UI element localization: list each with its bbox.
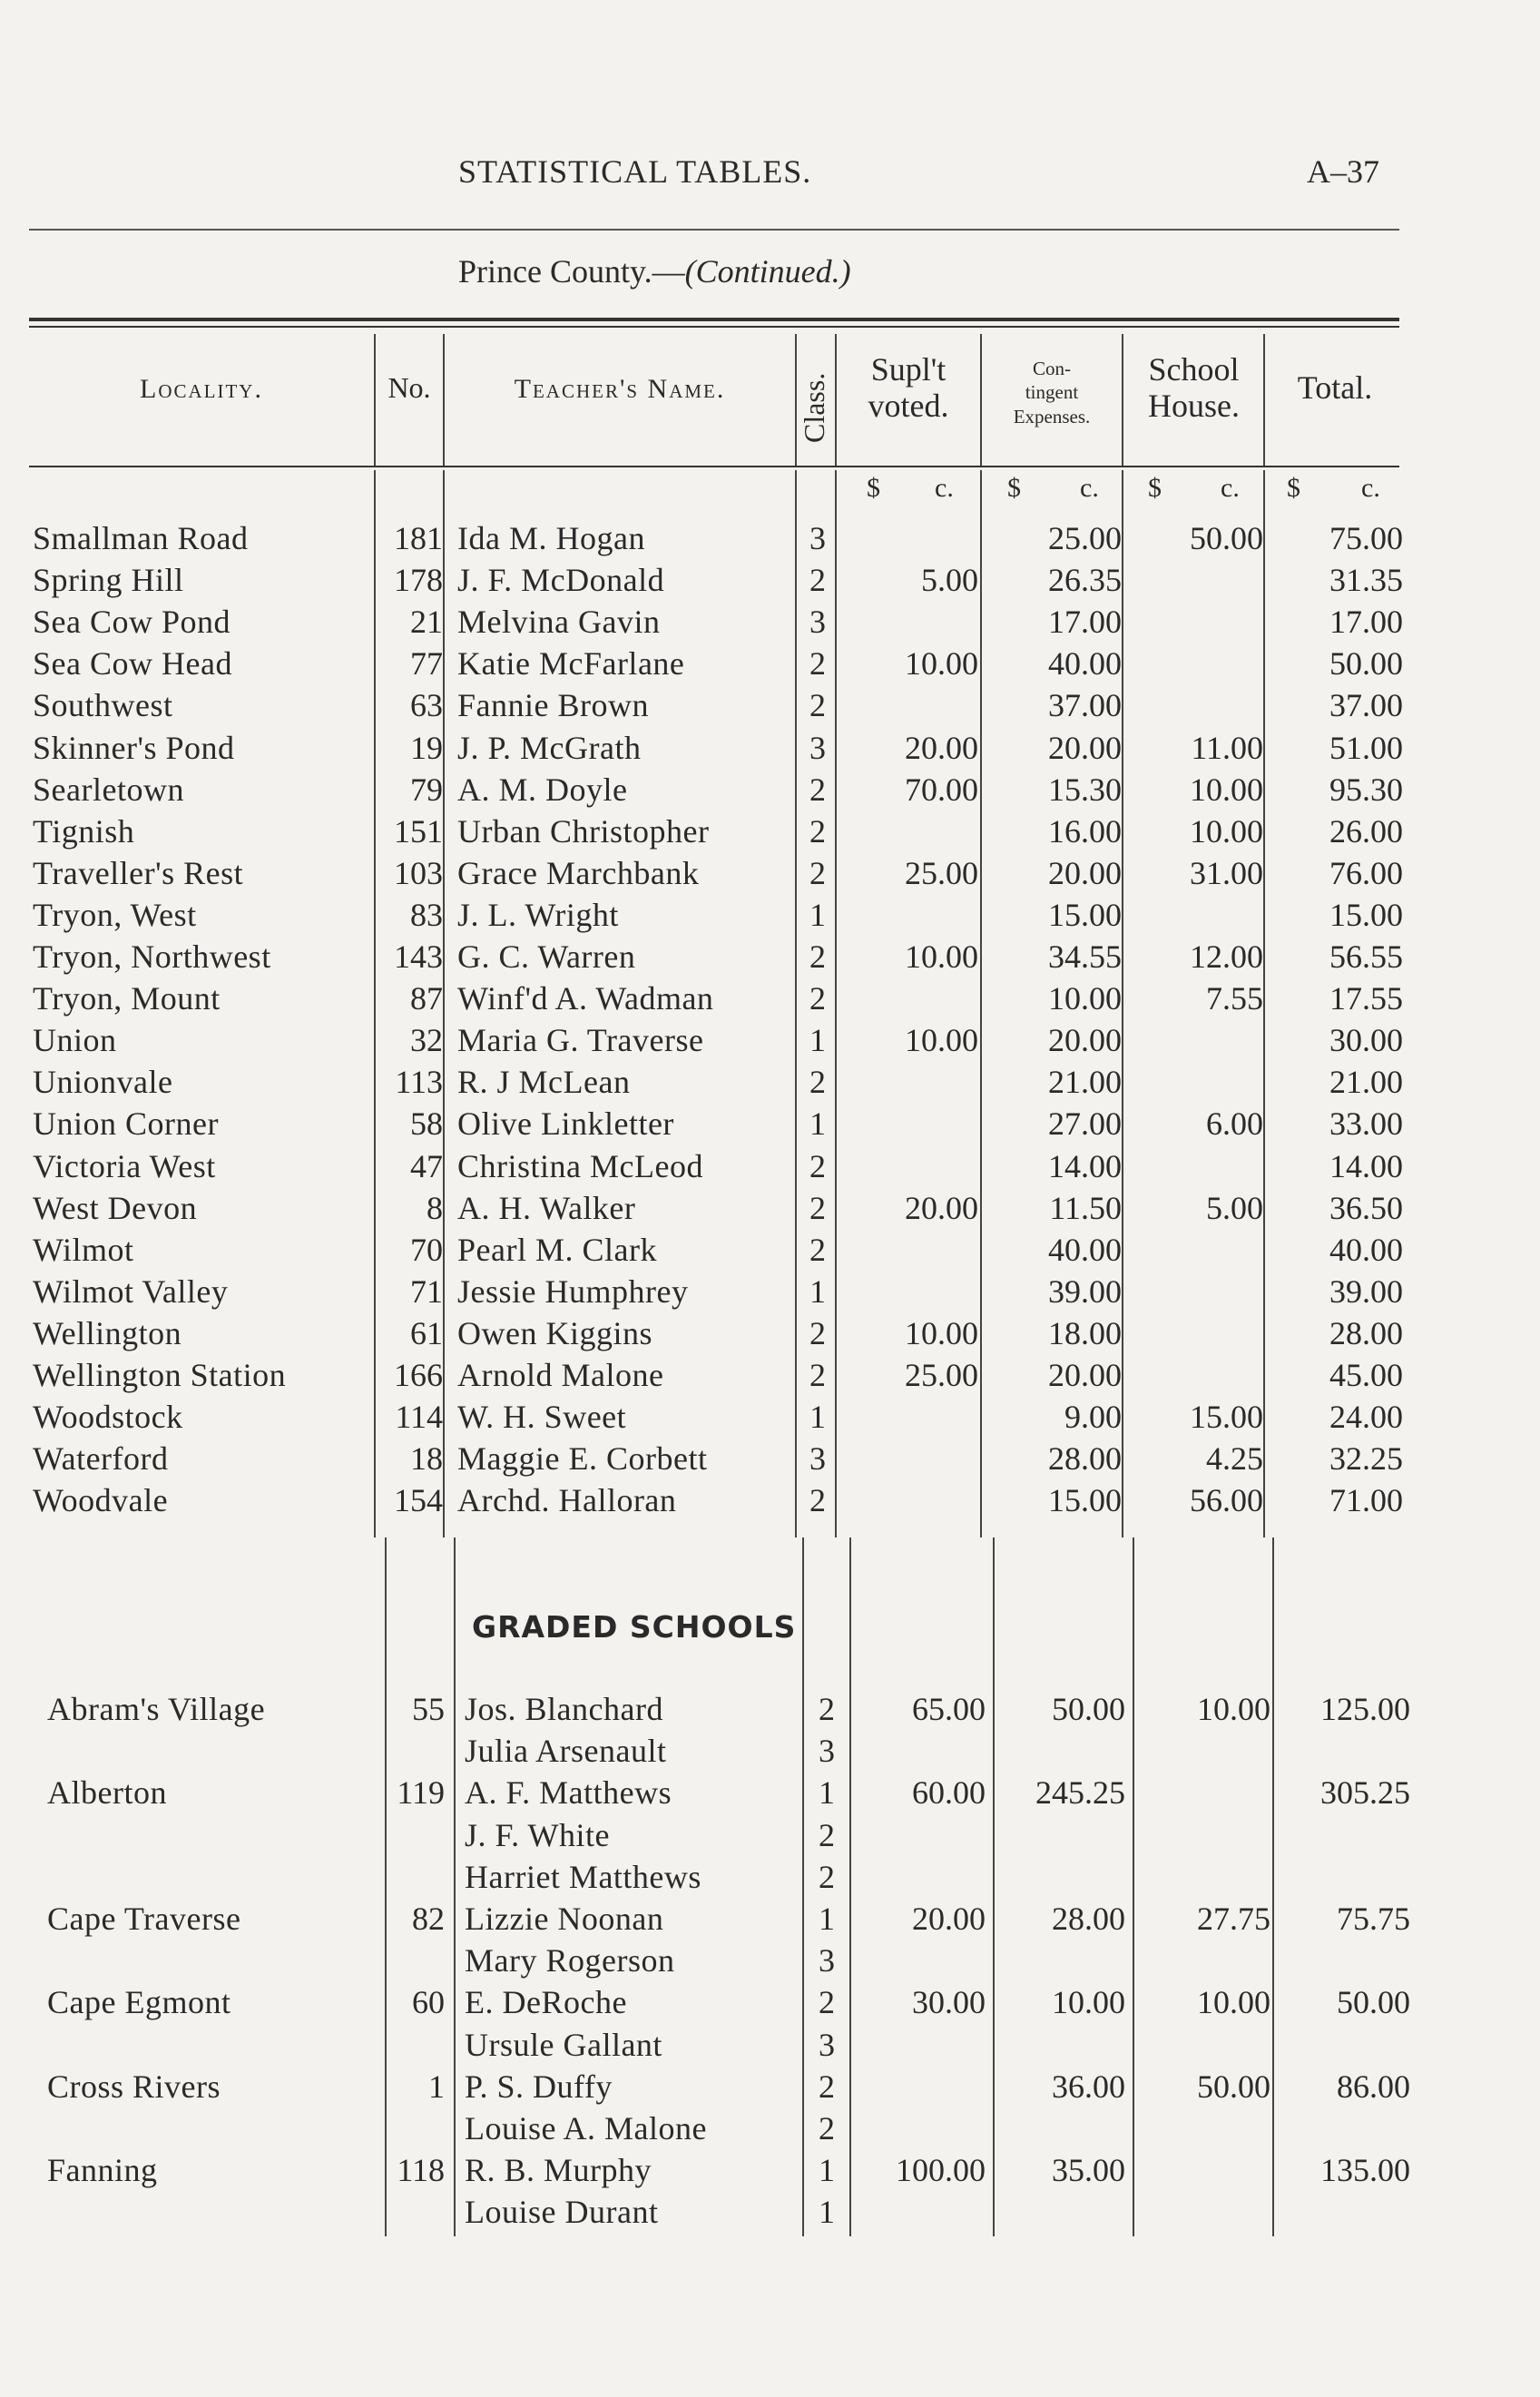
table-row <box>0 1398 1540 1439</box>
school-number-cell: 103 <box>394 854 443 891</box>
class-cell: 2 <box>809 771 826 808</box>
school-number-cell: 55 <box>412 1691 445 1727</box>
table-row <box>0 979 1540 1021</box>
locality-cell: Cross Rivers <box>47 2068 221 2105</box>
school-number-cell: 21 <box>410 604 443 641</box>
currency-cents: c. <box>1221 473 1240 503</box>
class-cell: 3 <box>819 1942 835 1979</box>
contingent-cell: 26.35 <box>1048 562 1122 599</box>
supplement-cell: 10.00 <box>905 1022 978 1059</box>
total-cell: 135.00 <box>1320 2152 1410 2189</box>
total-cell: 30.00 <box>1329 1022 1403 1059</box>
contingent-cell: 35.00 <box>1052 2152 1125 2189</box>
teacher-name-cell: Jessie Humphrey <box>457 1272 689 1310</box>
table-row <box>0 1690 1540 1732</box>
class-cell: 2 <box>819 2068 835 2105</box>
class-cell: 2 <box>809 1314 826 1351</box>
supplement-cell: 25.00 <box>905 1357 978 1393</box>
table-row <box>0 2151 1540 2193</box>
locality-cell: Searletown <box>33 771 184 808</box>
column-header-total: Total. <box>1297 369 1373 406</box>
column-header-class: Class. <box>798 372 830 443</box>
locality-cell: Traveller's Rest <box>33 854 244 891</box>
class-cell: 2 <box>809 812 826 850</box>
table-row <box>0 1941 1540 1983</box>
teacher-name-cell: Maria G. Traverse <box>457 1022 704 1059</box>
table-row <box>0 1900 1540 1941</box>
teacher-name-cell: Fannie Brown <box>457 687 649 724</box>
table-row <box>0 2193 1540 2235</box>
table-top-rule-thin <box>29 326 1399 328</box>
teacher-name-cell: E. DeRoche <box>465 1984 627 2021</box>
table-row <box>0 2068 1540 2109</box>
table-row <box>0 1105 1540 1146</box>
page-header-title: STATISTICAL TABLES. <box>458 153 812 190</box>
contingent-cell: 20.00 <box>1048 1357 1122 1393</box>
supplement-cell: 25.00 <box>905 854 978 891</box>
table-row <box>0 561 1540 603</box>
school-house-cell: 15.00 <box>1190 1399 1263 1436</box>
contingent-line-1: Con- <box>1033 358 1071 379</box>
class-cell: 3 <box>809 729 826 766</box>
teacher-name-cell: Urban Christopher <box>457 812 710 850</box>
locality-cell: Skinner's Pond <box>33 729 235 766</box>
table-row <box>0 1314 1540 1356</box>
locality-cell: Unionvale <box>33 1064 173 1101</box>
school-house-cell: 50.00 <box>1190 520 1263 556</box>
teacher-name-cell: Archd. Halloran <box>457 1482 677 1519</box>
class-cell: 2 <box>819 2110 835 2146</box>
table-row <box>0 1356 1540 1398</box>
contingent-cell: 50.00 <box>1052 1691 1125 1727</box>
table-row <box>0 896 1540 938</box>
school-house-cell: 5.00 <box>1206 1189 1263 1226</box>
teacher-name-cell: Ida M. Hogan <box>457 520 645 556</box>
table-row <box>0 938 1540 979</box>
locality-cell: Sea Cow Head <box>33 645 232 683</box>
table-subtitle <box>458 252 851 290</box>
school-house-cell: 50.00 <box>1197 2068 1270 2105</box>
contingent-cell: 34.55 <box>1048 938 1122 975</box>
total-cell: 17.55 <box>1329 980 1403 1017</box>
school-house-cell: 56.00 <box>1190 1482 1263 1519</box>
total-cell: 24.00 <box>1329 1399 1403 1436</box>
contingent-cell: 20.00 <box>1048 729 1122 766</box>
school-house-cell: 11.00 <box>1191 729 1263 766</box>
total-cell: 56.55 <box>1329 938 1403 975</box>
school-number-cell: 119 <box>397 1774 445 1812</box>
locality-cell: Tignish <box>33 812 135 850</box>
locality-cell: Sea Cow Pond <box>33 604 231 641</box>
class-cell: 2 <box>809 854 826 891</box>
supplement-cell: 20.00 <box>905 1189 978 1226</box>
contingent-cell: 14.00 <box>1048 1147 1122 1184</box>
contingent-cell: 40.00 <box>1048 645 1122 683</box>
subtitle-continued: (Continued.) <box>684 253 851 290</box>
total-cell: 17.00 <box>1329 604 1403 641</box>
locality-cell: Wilmot Valley <box>33 1272 229 1310</box>
school-house-cell: 27.75 <box>1197 1901 1270 1937</box>
table-row <box>0 1439 1540 1481</box>
teacher-name-cell: Julia Arsenault <box>465 1733 667 1770</box>
table-row <box>0 1063 1540 1105</box>
contingent-cell: 28.00 <box>1048 1440 1122 1478</box>
supplement-cell: 10.00 <box>905 1314 978 1351</box>
total-cell: 71.00 <box>1329 1482 1403 1519</box>
school-house-cell: 12.00 <box>1190 938 1263 975</box>
class-cell: 3 <box>809 520 826 556</box>
contingent-cell: 20.00 <box>1048 1022 1122 1059</box>
table-row <box>0 771 1540 812</box>
table-row <box>0 854 1540 896</box>
contingent-line-2: tingent <box>1025 381 1079 404</box>
school-number-cell: 32 <box>410 1022 443 1059</box>
column-header-school-house <box>1123 352 1264 424</box>
teacher-name-cell: J. F. White <box>465 1816 610 1853</box>
school-number-cell: 181 <box>394 520 443 556</box>
school-number-cell: 71 <box>410 1272 443 1310</box>
teacher-name-cell: Owen Kiggins <box>457 1314 652 1351</box>
teacher-name-cell: Pearl M. Clark <box>457 1231 657 1268</box>
supplement-cell: 65.00 <box>912 1691 986 1727</box>
table-row <box>0 2026 1540 2068</box>
teacher-name-cell: P. S. Duffy <box>465 2068 613 2105</box>
subtitle-main: Prince County.— <box>458 253 685 290</box>
locality-cell: Wellington <box>33 1314 182 1351</box>
locality-cell: Smallman Road <box>33 520 249 556</box>
supplement-cell: 20.00 <box>912 1901 986 1937</box>
locality-cell: West Devon <box>33 1189 198 1226</box>
locality-cell: Woodvale <box>33 1482 169 1519</box>
table-row <box>0 2109 1540 2151</box>
class-cell: 2 <box>819 1691 835 1727</box>
school-number-cell: 60 <box>412 1984 445 2021</box>
locality-cell: Spring Hill <box>33 562 184 599</box>
class-cell: 2 <box>809 1482 826 1519</box>
teacher-name-cell: Winf'd A. Wadman <box>457 980 714 1017</box>
locality-cell: Tryon, West <box>33 896 197 933</box>
supplement-cell: 100.00 <box>896 2152 986 2189</box>
teacher-name-cell: G. C. Warren <box>457 938 636 975</box>
teacher-name-cell: Arnold Malone <box>457 1357 664 1393</box>
class-cell: 2 <box>809 562 826 599</box>
table-row <box>0 686 1540 728</box>
supplement-cell: 5.00 <box>921 562 978 599</box>
table-row <box>0 644 1540 686</box>
total-cell: 28.00 <box>1329 1314 1403 1351</box>
table-row <box>0 603 1540 644</box>
school-number-cell: 87 <box>410 980 443 1017</box>
total-cell: 21.00 <box>1329 1064 1403 1101</box>
supplement-cell: 10.00 <box>905 645 978 683</box>
table-row <box>0 1272 1540 1314</box>
teacher-name-cell: Olive Linkletter <box>457 1105 674 1143</box>
total-cell: 39.00 <box>1329 1272 1403 1310</box>
locality-cell: Cape Traverse <box>47 1901 241 1937</box>
supplement-cell: 60.00 <box>912 1774 986 1812</box>
teacher-name-cell: Lizzie Noonan <box>465 1901 664 1937</box>
currency-cents: c. <box>935 473 954 503</box>
teacher-name-cell: Louise A. Malone <box>465 2110 707 2146</box>
class-cell: 1 <box>809 1399 826 1436</box>
teacher-name-cell: Melvina Gavin <box>457 604 661 641</box>
class-cell: 3 <box>819 2026 835 2063</box>
graded-schools-heading: GRADED SCHOOLS <box>472 1609 797 1645</box>
school-house-cell: 6.00 <box>1206 1105 1263 1143</box>
contingent-cell: 28.00 <box>1052 1901 1125 1937</box>
school-number-cell: 178 <box>394 562 443 599</box>
class-cell: 1 <box>809 1272 826 1310</box>
school-number-cell: 151 <box>394 812 443 850</box>
table-row <box>0 1983 1540 2025</box>
school-house-cell: 31.00 <box>1190 854 1263 891</box>
column-header-teacher: Teacher's Name. <box>514 374 726 404</box>
class-cell: 3 <box>809 1440 826 1478</box>
teacher-name-cell: Grace Marchbank <box>457 854 700 891</box>
school-number-cell: 114 <box>395 1399 443 1436</box>
contingent-cell: 11.50 <box>1049 1189 1122 1226</box>
school-house-line-2: House. <box>1148 387 1240 424</box>
class-cell: 2 <box>819 1984 835 2021</box>
currency-cents: c. <box>1361 473 1380 503</box>
contingent-cell: 27.00 <box>1048 1105 1122 1143</box>
header-rule <box>29 229 1399 231</box>
school-number-cell: 1 <box>428 2068 445 2105</box>
total-cell: 51.00 <box>1329 729 1403 766</box>
school-house-line-1: School <box>1148 351 1240 388</box>
school-number-cell: 8 <box>427 1189 443 1226</box>
column-header-locality: Locality. <box>140 374 263 404</box>
class-cell: 1 <box>809 1105 826 1143</box>
total-cell: 50.00 <box>1329 645 1403 683</box>
class-cell: 2 <box>809 1189 826 1226</box>
school-number-cell: 154 <box>394 1482 443 1519</box>
school-number-cell: 18 <box>410 1440 443 1478</box>
school-number-cell: 63 <box>410 687 443 724</box>
school-number-cell: 113 <box>395 1064 443 1101</box>
class-cell: 2 <box>809 1231 826 1268</box>
class-cell: 1 <box>819 1901 835 1937</box>
teacher-name-cell: Christina McLeod <box>457 1147 703 1184</box>
teacher-name-cell: A. H. Walker <box>457 1189 636 1226</box>
contingent-cell: 245.25 <box>1035 1774 1125 1812</box>
locality-cell: Wellington Station <box>33 1357 287 1393</box>
table-row <box>0 1481 1540 1523</box>
school-number-cell: 61 <box>410 1314 443 1351</box>
table-row <box>0 1231 1540 1272</box>
school-number-cell: 19 <box>410 729 443 766</box>
total-cell: 40.00 <box>1329 1231 1403 1268</box>
column-header-supplement <box>837 352 980 424</box>
school-number-cell: 77 <box>410 645 443 683</box>
currency-dollar: $ <box>1148 473 1162 503</box>
locality-cell: Waterford <box>33 1440 169 1478</box>
school-house-cell: 10.00 <box>1190 812 1263 850</box>
class-cell: 1 <box>819 2194 835 2231</box>
school-house-cell: 10.00 <box>1197 1691 1270 1727</box>
class-cell: 2 <box>809 980 826 1017</box>
locality-cell: Fanning <box>47 2152 158 2189</box>
contingent-cell: 39.00 <box>1048 1272 1122 1310</box>
contingent-cell: 36.00 <box>1052 2068 1125 2105</box>
supplement-cell: 10.00 <box>905 938 978 975</box>
class-cell: 2 <box>809 687 826 724</box>
school-house-cell: 4.25 <box>1206 1440 1263 1478</box>
table-row <box>0 1773 1540 1815</box>
total-cell: 14.00 <box>1329 1147 1403 1184</box>
school-house-cell: 10.00 <box>1197 1984 1270 2021</box>
currency-cents: c. <box>1080 473 1099 503</box>
contingent-cell: 10.00 <box>1048 980 1122 1017</box>
supplement-line-2: voted. <box>868 387 949 424</box>
table-row <box>0 1816 1540 1858</box>
contingent-cell: 40.00 <box>1048 1231 1122 1268</box>
locality-cell: Alberton <box>47 1774 167 1812</box>
teacher-name-cell: Jos. Blanchard <box>465 1691 663 1727</box>
teacher-name-cell: A. F. Matthews <box>465 1774 672 1812</box>
total-cell: 125.00 <box>1320 1691 1410 1727</box>
teacher-name-cell: W. H. Sweet <box>457 1399 627 1436</box>
school-number-cell: 82 <box>412 1901 445 1937</box>
school-number-cell: 58 <box>410 1105 443 1143</box>
currency-dollar: $ <box>1007 473 1021 503</box>
column-divider <box>795 334 797 466</box>
contingent-cell: 15.30 <box>1048 771 1122 808</box>
class-cell: 2 <box>809 1357 826 1393</box>
total-cell: 86.00 <box>1337 2068 1410 2105</box>
supplement-line-1: Supl't <box>870 351 947 388</box>
table-row <box>0 1732 1540 1773</box>
teacher-name-cell: R. J McLean <box>457 1064 631 1101</box>
total-cell: 76.00 <box>1329 854 1403 891</box>
teacher-name-cell: Katie McFarlane <box>457 645 685 683</box>
table-header-rule <box>29 466 1399 467</box>
currency-dollar: $ <box>867 473 880 503</box>
total-cell: 45.00 <box>1329 1357 1403 1393</box>
school-number-cell: 47 <box>410 1147 443 1184</box>
table-row <box>0 1147 1540 1189</box>
school-number-cell: 79 <box>410 771 443 808</box>
total-cell: 15.00 <box>1329 896 1403 933</box>
contingent-cell: 9.00 <box>1064 1399 1122 1436</box>
contingent-cell: 37.00 <box>1048 687 1122 724</box>
locality-cell: Tryon, Mount <box>33 980 221 1017</box>
school-house-cell: 10.00 <box>1190 771 1263 808</box>
supplement-cell: 30.00 <box>912 1984 986 2021</box>
contingent-cell: 25.00 <box>1048 520 1122 556</box>
locality-cell: Wilmot <box>33 1231 134 1268</box>
teacher-name-cell: Mary Rogerson <box>465 1942 675 1979</box>
table-row <box>0 1189 1540 1231</box>
contingent-cell: 16.00 <box>1048 812 1122 850</box>
table-row <box>0 1858 1540 1900</box>
class-cell: 2 <box>809 1147 826 1184</box>
locality-cell: Cape Egmont <box>47 1984 231 2021</box>
class-cell: 1 <box>819 1774 835 1812</box>
teacher-name-cell: Harriet Matthews <box>465 1858 701 1895</box>
contingent-cell: 17.00 <box>1048 604 1122 641</box>
teacher-name-cell: J. L. Wright <box>457 896 619 933</box>
contingent-cell: 20.00 <box>1048 854 1122 891</box>
column-header-number: No. <box>387 371 431 404</box>
locality-cell: Victoria West <box>33 1147 216 1184</box>
contingent-cell: 21.00 <box>1048 1064 1122 1101</box>
total-cell: 31.35 <box>1329 562 1403 599</box>
total-cell: 26.00 <box>1329 812 1403 850</box>
teacher-name-cell: A. M. Doyle <box>457 771 628 808</box>
school-number-cell: 70 <box>410 1231 443 1268</box>
table-row <box>0 812 1540 854</box>
contingent-line-3: Expenses. <box>1013 405 1091 427</box>
class-cell: 1 <box>819 2152 835 2189</box>
total-cell: 50.00 <box>1337 1984 1410 2021</box>
class-cell: 2 <box>809 645 826 683</box>
table-row <box>0 729 1540 771</box>
locality-cell: Union Corner <box>33 1105 219 1143</box>
school-number-cell: 166 <box>394 1357 443 1393</box>
currency-dollar: $ <box>1287 473 1300 503</box>
contingent-cell: 15.00 <box>1048 1482 1122 1519</box>
locality-cell: Tryon, Northwest <box>33 938 271 975</box>
total-cell: 305.25 <box>1320 1774 1410 1812</box>
total-cell: 32.25 <box>1329 1440 1403 1478</box>
total-cell: 95.30 <box>1329 771 1403 808</box>
total-cell: 75.75 <box>1337 1901 1410 1937</box>
teacher-name-cell: Maggie E. Corbett <box>457 1440 708 1478</box>
contingent-cell: 10.00 <box>1052 1984 1125 2021</box>
locality-cell: Abram's Village <box>47 1691 266 1727</box>
locality-cell: Union <box>33 1022 117 1059</box>
teacher-name-cell: J. F. McDonald <box>457 562 665 599</box>
total-cell: 33.00 <box>1329 1105 1403 1143</box>
class-cell: 2 <box>819 1858 835 1895</box>
supplement-cell: 70.00 <box>905 771 978 808</box>
class-cell: 3 <box>809 604 826 641</box>
teacher-name-cell: Ursule Gallant <box>465 2026 662 2063</box>
class-cell: 2 <box>809 1064 826 1101</box>
column-header-contingent <box>984 357 1120 428</box>
column-divider <box>980 334 982 466</box>
locality-cell: Woodstock <box>33 1399 183 1436</box>
teacher-name-cell: R. B. Murphy <box>465 2152 652 2189</box>
class-cell: 1 <box>809 1022 826 1059</box>
page-number: A–37 <box>1307 153 1379 190</box>
school-house-cell: 7.55 <box>1206 980 1263 1017</box>
supplement-cell: 20.00 <box>905 729 978 766</box>
school-number-cell: 83 <box>410 896 443 933</box>
total-cell: 75.00 <box>1329 520 1403 556</box>
contingent-cell: 15.00 <box>1048 896 1122 933</box>
contingent-cell: 18.00 <box>1048 1314 1122 1351</box>
table-row <box>0 1021 1540 1063</box>
total-cell: 37.00 <box>1329 687 1403 724</box>
table-top-rule <box>29 318 1399 321</box>
class-cell: 1 <box>809 896 826 933</box>
school-number-cell: 118 <box>397 2152 445 2189</box>
school-number-cell: 143 <box>394 938 443 975</box>
teacher-name-cell: J. P. McGrath <box>457 729 642 766</box>
class-cell: 2 <box>819 1816 835 1853</box>
total-cell: 36.50 <box>1329 1189 1403 1226</box>
locality-cell: Southwest <box>33 687 173 724</box>
table-row <box>0 519 1540 561</box>
class-cell: 3 <box>819 1733 835 1770</box>
class-cell: 2 <box>809 938 826 975</box>
teacher-name-cell: Louise Durant <box>465 2194 659 2231</box>
